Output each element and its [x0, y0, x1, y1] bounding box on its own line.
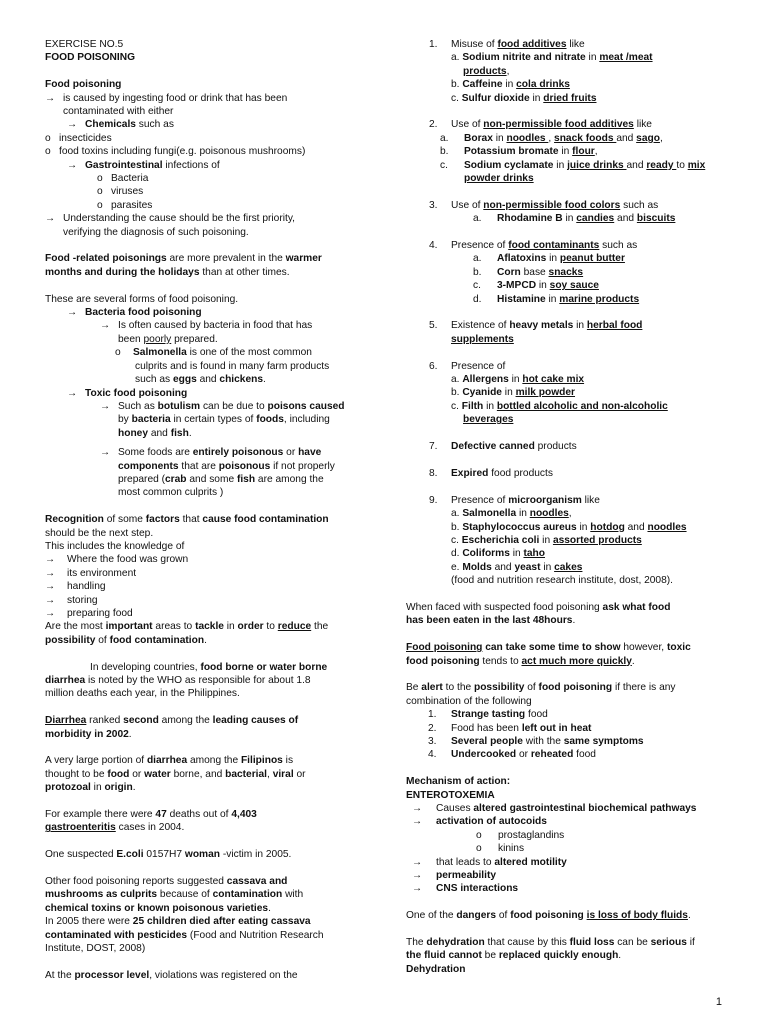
paragraph-line: Other food poisoning reports suggested cassava and: [45, 876, 288, 888]
numbered-item: supplements: [451, 333, 514, 345]
numbered-item: 2. Food has been left out in heat: [428, 722, 592, 734]
numbered-item: 4. Undercooked or reheated food: [428, 749, 596, 761]
list-item: o prostaglandins: [476, 829, 565, 841]
list-item: o kinins: [476, 843, 525, 855]
sub-item: c. Sulfur dioxide in dried fruits: [451, 92, 597, 104]
text-line: been poorly prepared.: [118, 333, 218, 345]
paragraph-line: Dehydration: [406, 963, 466, 975]
list-item: o Salmonella is one of the most common: [115, 347, 312, 359]
sub-item: c. Sodium cyclamate in juice drinks and ready to mix: [440, 159, 706, 171]
list-item: → handling: [45, 581, 106, 593]
arrow-icon: →: [412, 816, 423, 828]
sub-item: a. Salmonella in noodles,: [451, 508, 572, 520]
section-title: ENTEROTOXEMIA: [406, 789, 495, 801]
text-line: by bacteria in certain types of foods, including: [118, 414, 330, 426]
paragraph-line: Food poisoning can take some time to show however, toxic: [406, 642, 691, 654]
arrow-icon: →: [45, 608, 56, 619]
topic-header: FOOD POISONING: [45, 52, 135, 64]
subsection-title: → Toxic food poisoning: [67, 387, 188, 399]
sub-item: c. Filth in bottled alcoholic and non-alcoholic: [451, 400, 668, 412]
paragraph-line: When faced with suspected food poisoning ask what food: [406, 601, 671, 613]
text-line: → Gastrointestinal infections of: [67, 159, 220, 171]
numbered-item: 3. Several people with the same symptoms: [428, 735, 644, 747]
numbered-item: 8. Expired food products: [429, 467, 553, 479]
text-line: contaminated with either: [63, 106, 174, 118]
paragraph-line: has been eaten in the last 48hours.: [406, 615, 576, 627]
sub-item: b. Staphylococcus aureus in hotdog and noodles: [451, 521, 687, 533]
sub-item: d. Histamine in marine products: [473, 293, 640, 305]
circle-bullet-icon: o: [476, 843, 482, 855]
sub-item: a. Sodium nitrite and nitrate in meat /meat: [451, 52, 653, 64]
arrow-icon: →: [412, 870, 423, 881]
paragraph-line: Institute, DOST, 2008): [45, 943, 146, 955]
paragraph-line: combination of the following: [406, 695, 532, 707]
arrow-icon: →: [100, 447, 111, 459]
paragraph-line: food poisoning tends to act much more quickly.: [406, 655, 635, 667]
paragraph-line: diarrhea is noted by the WHO as responsible for about 1.8: [45, 675, 311, 687]
sub-item: c. 3-MPCD in soy sauce: [473, 280, 599, 292]
list-item: → Where the food was grown: [45, 554, 189, 566]
circle-bullet-icon: o: [97, 199, 103, 211]
paragraph-line: protozoal in origin.: [45, 782, 136, 794]
list-item: → its environment: [45, 567, 137, 579]
right-column: [406, 38, 736, 976]
paragraph-line: For example there were 47 deaths out of 4,403: [45, 809, 257, 821]
arrow-icon: →: [412, 856, 423, 868]
arrow-icon: →: [100, 400, 111, 412]
text-line: honey and fish.: [118, 427, 192, 439]
list-item: → CNS interactions: [412, 883, 519, 895]
list-item: → activation of autocoids: [412, 816, 547, 828]
circle-bullet-icon: o: [97, 186, 103, 198]
text-line: prepared (crab and some fish are among the: [118, 473, 324, 485]
paragraph-line: the fluid cannot be replaced quickly enough.: [406, 950, 622, 962]
arrow-icon: →: [67, 307, 78, 319]
paragraph-line: morbidity in 2002.: [45, 728, 132, 740]
text-line: → Is often caused by bacteria in food that has: [100, 320, 313, 332]
sub-item: a. Aflatoxins in peanut butter: [473, 253, 625, 265]
numbered-item: 9. Presence of microorganism like: [429, 494, 600, 506]
arrow-icon: →: [45, 581, 56, 593]
paragraph-line: This includes the knowledge of: [45, 540, 185, 552]
paragraph-line: should be the next step.: [45, 527, 154, 539]
numbered-item: 4. Presence of food contaminants such as: [429, 240, 638, 252]
paragraph-line: At the processor level, violations was registered on the: [45, 969, 298, 981]
numbered-item: 1. Strange tasting food: [428, 709, 548, 721]
paragraph-line: In 2005 there were 25 children died after eating cassava: [45, 916, 311, 928]
text-line: → Some foods are entirely poisonous or have: [100, 447, 322, 459]
paragraph-line: The dehydration that cause by this fluid loss can be serious if: [406, 937, 695, 948]
arrow-icon: →: [412, 802, 423, 814]
paragraph-line: contaminated with pesticides (Food and Nutrition Research: [45, 929, 324, 941]
sub-item: b. Corn base snacks: [473, 266, 584, 278]
circle-bullet-icon: o: [45, 146, 51, 158]
sub-item: b. Cyanide in milk powder: [451, 387, 576, 399]
paragraph-line: Diarrhea ranked second among the leading causes of: [45, 715, 299, 727]
arrow-icon: →: [67, 387, 78, 399]
circle-bullet-icon: o: [45, 132, 51, 144]
page-number: 1: [715, 996, 722, 1008]
paragraph-line: One of the dangers of food poisoning is loss of body fluids.: [406, 910, 691, 922]
list-item: → storing: [45, 594, 98, 606]
text-line: components that are poisonous if not properly: [118, 460, 335, 472]
circle-bullet-icon: o: [115, 347, 121, 359]
sub-item: d. Coliforms in taho: [451, 548, 545, 560]
sub-item: e. Molds and yeast in cakes: [451, 561, 583, 573]
text-line: → Such as botulism can be due to poisons caused: [100, 400, 345, 412]
list-item: o insecticides: [45, 132, 112, 144]
paragraph-line: One suspected E.coli 0157H7 woman -victim in 2005.: [45, 849, 292, 861]
paragraph-line: In developing countries, food borne or water borne: [90, 661, 328, 673]
arrow-icon: →: [45, 213, 56, 225]
exercise-header: EXERCISE NO.5: [45, 39, 124, 50]
text-line: → Understanding the cause should be the first priority,: [45, 213, 295, 225]
numbered-item: 5. Existence of heavy metals in herbal food: [429, 320, 643, 332]
citation: (food and nutrition research institute, dost, 2008).: [451, 575, 673, 587]
text-line: such as eggs and chickens.: [135, 374, 266, 386]
text-line: → Chemicals such as: [67, 119, 174, 131]
sub-item: b. Caffeine in cola drinks: [451, 79, 570, 91]
list-item: → preparing food: [45, 608, 133, 619]
arrow-icon: →: [45, 92, 56, 104]
paragraph-line: mushrooms as culprits because of contamination with: [45, 889, 304, 901]
list-item: o Bacteria: [97, 173, 149, 185]
paragraph-line: months and during the holidays than at other times.: [45, 266, 290, 278]
arrow-icon: →: [67, 119, 78, 131]
text-line: most common culprits ): [118, 487, 224, 499]
left-column: [45, 38, 367, 982]
arrow-icon: →: [45, 554, 56, 566]
circle-bullet-icon: o: [97, 173, 103, 185]
arrow-icon: →: [45, 567, 56, 579]
list-item: → that leads to altered motility: [412, 856, 567, 868]
paragraph-line: thought to be food or water borne, and bacterial, viral or: [45, 768, 306, 780]
arrow-icon: →: [67, 159, 78, 171]
paragraph-line: Recognition of some factors that cause food contamination: [45, 514, 329, 526]
numbered-item: 1. Misuse of food additives like: [429, 39, 585, 50]
sub-item: products,: [463, 65, 510, 77]
section-title: Mechanism of action:: [406, 776, 511, 788]
paragraph-line: Are the most important areas to tackle in order to reduce the: [45, 621, 329, 633]
numbered-item: 6. Presence of: [429, 360, 506, 372]
paragraph-line: These are several forms of food poisoning.: [45, 293, 239, 305]
numbered-item: 2. Use of non-permissible food additives like: [429, 119, 652, 131]
text-line: culprits and is found in many farm products: [135, 360, 330, 372]
list-item: → Causes altered gastrointestinal biochemical pathways: [412, 802, 697, 814]
arrow-icon: →: [45, 594, 56, 606]
list-item: o food toxins including fungi(e.g. poisonous mushrooms): [45, 146, 306, 158]
sub-item: powder drinks: [464, 173, 534, 185]
sub-item: a. Allergens in hot cake mix: [451, 374, 585, 386]
paragraph-line: Be alert to the possibility of food poisoning if there is any: [406, 682, 676, 694]
list-item: o parasites: [97, 199, 153, 211]
paragraph-line: million deaths each year, in the Philippines.: [45, 688, 240, 700]
section-title: Food poisoning: [45, 79, 122, 91]
list-item: o viruses: [97, 186, 144, 198]
sub-item: c. Escherichia coli in assorted products: [451, 534, 642, 546]
circle-bullet-icon: o: [476, 829, 482, 841]
paragraph-line: A very large portion of diarrhea among the Filipinos is: [45, 755, 294, 767]
text-line: verifying the diagnosis of such poisoning.: [63, 226, 249, 238]
sub-item: beverages: [463, 414, 514, 426]
arrow-icon: →: [100, 320, 111, 332]
paragraph-line: chemical toxins or known poisonous varieties.: [45, 902, 271, 914]
paragraph-line: gastroenteritis cases in 2004.: [45, 822, 185, 834]
sub-item: b. Potassium bromate in flour,: [440, 146, 598, 158]
numbered-item: 7. Defective canned products: [429, 441, 577, 453]
text-line: → is caused by ingesting food or drink that has been: [45, 92, 288, 104]
sub-item: a. Borax in noodles , snack foods and sago,: [440, 132, 663, 144]
sub-item: a. Rhodamine B in candies and biscuits: [473, 213, 676, 225]
list-item: → permeability: [412, 870, 497, 881]
numbered-item: 3. Use of non-permissible food colors such as: [429, 199, 659, 211]
paragraph-line: possibility of food contamination.: [45, 634, 207, 646]
paragraph-line: Food -related poisonings are more prevalent in the warmer: [45, 253, 322, 265]
arrow-icon: →: [412, 883, 423, 895]
subsection-title: → Bacteria food poisoning: [67, 307, 202, 319]
